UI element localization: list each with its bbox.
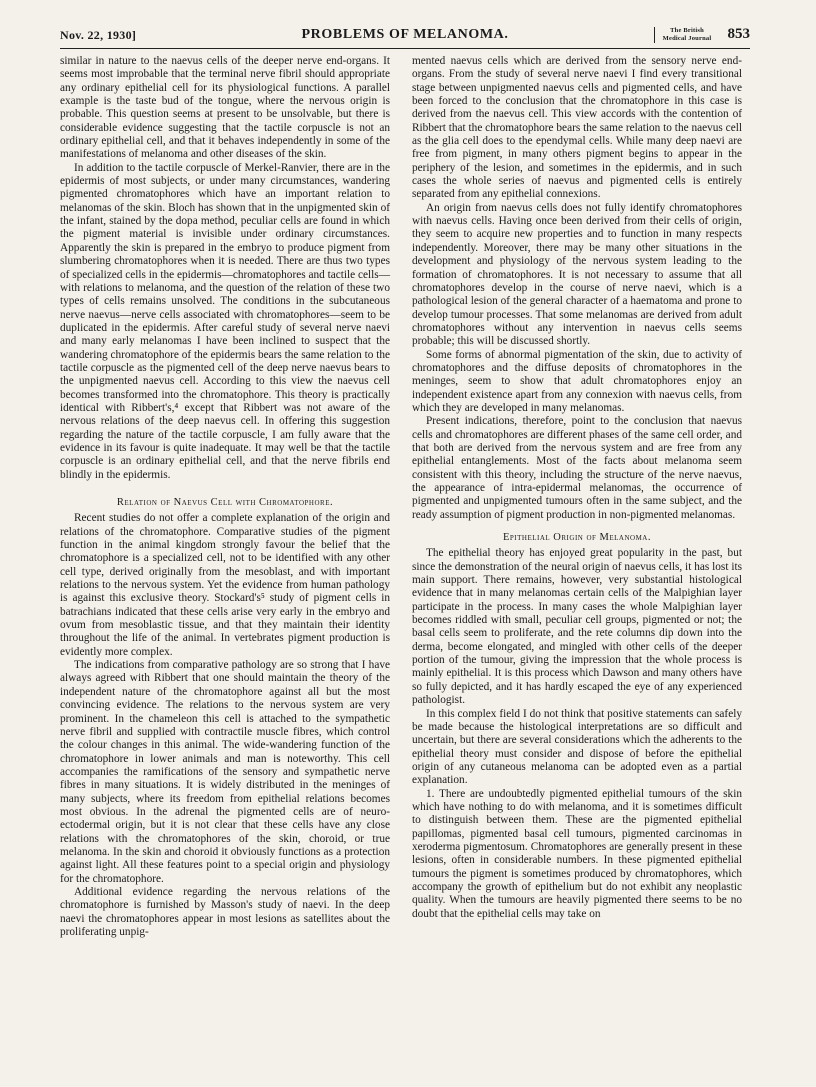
paragraph: similar in nature to the naevus cells of the deeper nerve end-organs. It seems most improbable that the terminal nerve fibril should appropriate any ordinary epithelial cell for its physiological functions. A parallel example is the taste bud of the tongue, where the nervous origin is probable. This question seems at present to be unsolvable, but there is considerable evidence suggesting that the tactile corpuscle is not an ordinary epithelial cell, and that it behaves independently in some of the manifestations of melanoma and other diseases of the skin. — [60, 55, 390, 161]
journal-name — [654, 27, 716, 43]
section-heading: Relation of Naevus Cell with Chromatophore. — [116, 497, 334, 508]
paragraph: The indications from comparative pathology are so strong that I have always agreed with Ribbert that one should maintain the theory of the independent nature of the chromatophore against all but the most convincing evidence. The relations to the nervous system are very prominent. In the chameleon this cell is attached to the sympathetic nerve fibril and supplied with contractile muscle fibres, which control the colour changes in this animal. The wide-wandering function of the chromatophore in lower animals and man is noteworthy. This cell accompanies the ramifications of the sensory and sympathetic nerve fibres in many situations. It is widely distributed in the meninges of many subjects, where its freedom from epithelial relations becomes most obvious. In the adrenal the pigmented cells are of neuro-ectodermal origin, but it is not clear that these cells have any close relations with the chromatophores of the skin, choroid, or true melanoma. In the skin and choroid it obviously functions as a protection against light. All these features point to a special origin and physiology for the chromatophore. — [60, 659, 390, 885]
paragraph: In this complex field I do not think that positive statements can safely be made because the histological interpretations are so difficult and uncertain, but there are several considerations which the adherents to the epithelial theory must consider and dispose of before the epithelial origin of any cutaneous melanoma can be adopted even as a partial explanation. — [412, 707, 742, 787]
right-column — [412, 55, 742, 921]
running-title: PROBLEMS OF MELANOMA. — [301, 27, 509, 42]
journal-name-line1: The British — [670, 27, 704, 34]
issue-date: Nov. 22, 1930] — [60, 28, 137, 42]
paragraph: Present indications, therefore, point to the conclusion that naevus cells and chromatophores are different phases of the same cell order, and that both are derived from the nervous system and are free from any epithelial entanglements. Most of the facts about melanoma seem consistent with this theory, including the structure of the nerve naevus, the appearance of intra-epidermal melanomas, the occurrence of pigmented and unpigmented tumours often in the same subject, and the ready assumption of pigment production in non-pigmented melanomas. — [412, 415, 742, 521]
journal-name-line2: Medical Journal — [662, 35, 712, 42]
left-column — [60, 55, 390, 939]
paragraph: The epithelial theory has enjoyed great popularity in the past, but since the demonstration of the neural origin of naevus cells, it has lost its main support. There remains, however, very substantial histological evidence that in many melanomas certain cells of the Malpighian layer participate in the process. In many cases the whole Malpighian layer becomes riddled with small, peculiar cell groups, pigmented or not; the basal cells seem to proliferate, and the rete columns dip down into the derma, become elongated, and mingled with other cells of the deeper portion of the tumour, giving the impression that the whole process is mainly epithelial. It is this process which Dawson and many others have so fully depicted, and it has hardly escaped the eye of any experienced pathologist. — [412, 547, 742, 707]
paragraph: mented naevus cells which are derived from the sensory nerve end-organs. From the study of several nerve naevi I find every transitional stage between unpigmented naevus cells and pigmented cells, and have been forced to the conclusion that the chromatophore in this case is derived from the naevus cell. This view accords with the contention of Ribbert that the chromatophore bears the same relation to the naevus cell as the glia cell does to the ependymal cells. While many deep naevi are free from pigment, in many others pigment begins to appear in the periphery of the lesion, and sometimes in the epidermis, and in such cases the whole series of naevus and pigmented cells is entirely separated from any epithelial connexions. — [412, 55, 742, 201]
paragraph: An origin from naevus cells does not fully identify chromatophores with naevus cells. Having once been derived from their cells of origin, they seem to acquire new properties and to function in many respects independently. Moreover, there may be many other situations in the development and physiology of the nervous system leading to the formation of chromatophores. It is not necessary to assume that all chromatophores develop in the course of nerve naevi, which is a pathological lesion of the general character of a haematoma and prone to develop tumour processes. That some melanomas are derived from adult chromatophores without any intervention in naevus cells seems probable; this will be discussed shortly. — [412, 201, 742, 348]
paragraph: Recent studies do not offer a complete explanation of the origin and relations of the chromatophore. Comparative studies of the pigment function in the animal kingdom strongly favour the belief that the chromatophore is a specialized cell, not to be identified with any other cell type, derived originally from the mesoblast, and with important relations to the nervous system. Yet the evidence from human pathology is against this exclusive theory. Stockard's⁵ study of pigment cells in batrachians indicated that these cells arise very early in the embryo and ovum from mesoblastic tissue, and that they maintain their identity throughout the life of the animal. In vertebrates pigment production is evidently more complex. — [60, 512, 390, 658]
paragraph: Additional evidence regarding the nervous relations of the chromatophore is furnished by Masson's study of naevi. In the deep naevi the chromatophores appear in most lesions as satellites about the proliferating unpig- — [60, 885, 390, 938]
page-number: 853 — [727, 26, 750, 42]
paragraph: 1. There are undoubtedly pigmented epithelial tumours of the skin which have nothing to do with melanoma, and it is sometimes difficult to distinguish between them. These are the pigmented epithelial papillomas, pigmented basal cell tumours, pigmented carcinomas in xeroderma pigmentosum. Chromatophores are generally present in these lesions, often in considerable numbers. In these pigmented epithelial tumours the pigment is sometimes produced by chromatophores, which accompany the growth of epithelium but do not exhibit any neoplastic quality. When the tumours are heavily pigmented there seems to be no doubt that the epithelial cells may take on — [412, 787, 742, 920]
page-header — [60, 26, 750, 49]
paragraph: In addition to the tactile corpuscle of Merkel-Ranvier, there are in the epidermis of most subjects, or under many circumstances, wandering pigmented chromatophores which have an important relation to melanomas of the skin. Bloch has shown that in the unpigmented skin of the infant, stained by the dopa method, peculiar cells are found in which the pigment material is invisible under ordinary circumstances. Apparently the skin is prepared in the embryo to produce pigment from slumbering chromatophores when it is needed. There are thus two types of specialized cells in the epidermis—chromatophores and tactile cells—with relations to melanoma, and the question of the relation of these two types of cells remains unsolved. The conditions in the subcutaneous nerve naevus—nerve cells associated with chromatophores—seem to be duplicated in the epidermis. After careful study of several nerve naevi and many early melanomas I have been inclined to suspect that the wandering chromatophore of the epidermis bears the same relation to the tactile corpuscle as the pigmented cell of the deep nerve naevus bears to the unpigmented naevus cell. According to this view the naevus cell becomes transformed into the chromatophore. This theory is practically identical with Ribbert's,⁴ except that Ribbert was not aware of the nervous relations of the deep naevus cell. In offering this suggestion regarding the nature of the tactile corpuscle, I am fully aware that the evidence in its favour is quite inadequate. It may well be that the tactile corpuscle is an ordinary epithelial cell, and that the nerve fibrils end blindly in the epidermis. — [60, 161, 391, 481]
paragraph: Some forms of abnormal pigmentation of the skin, due to activity of chromatophores and the diffuse deposits of chromatophores in the meninges, seem to show that adult chromatophores enjoy an independent existence apart from any connexion with naevus cells, from which they are developed in many melanomas. — [412, 348, 742, 414]
section-heading: Epithelial Origin of Melanoma. — [503, 532, 651, 544]
